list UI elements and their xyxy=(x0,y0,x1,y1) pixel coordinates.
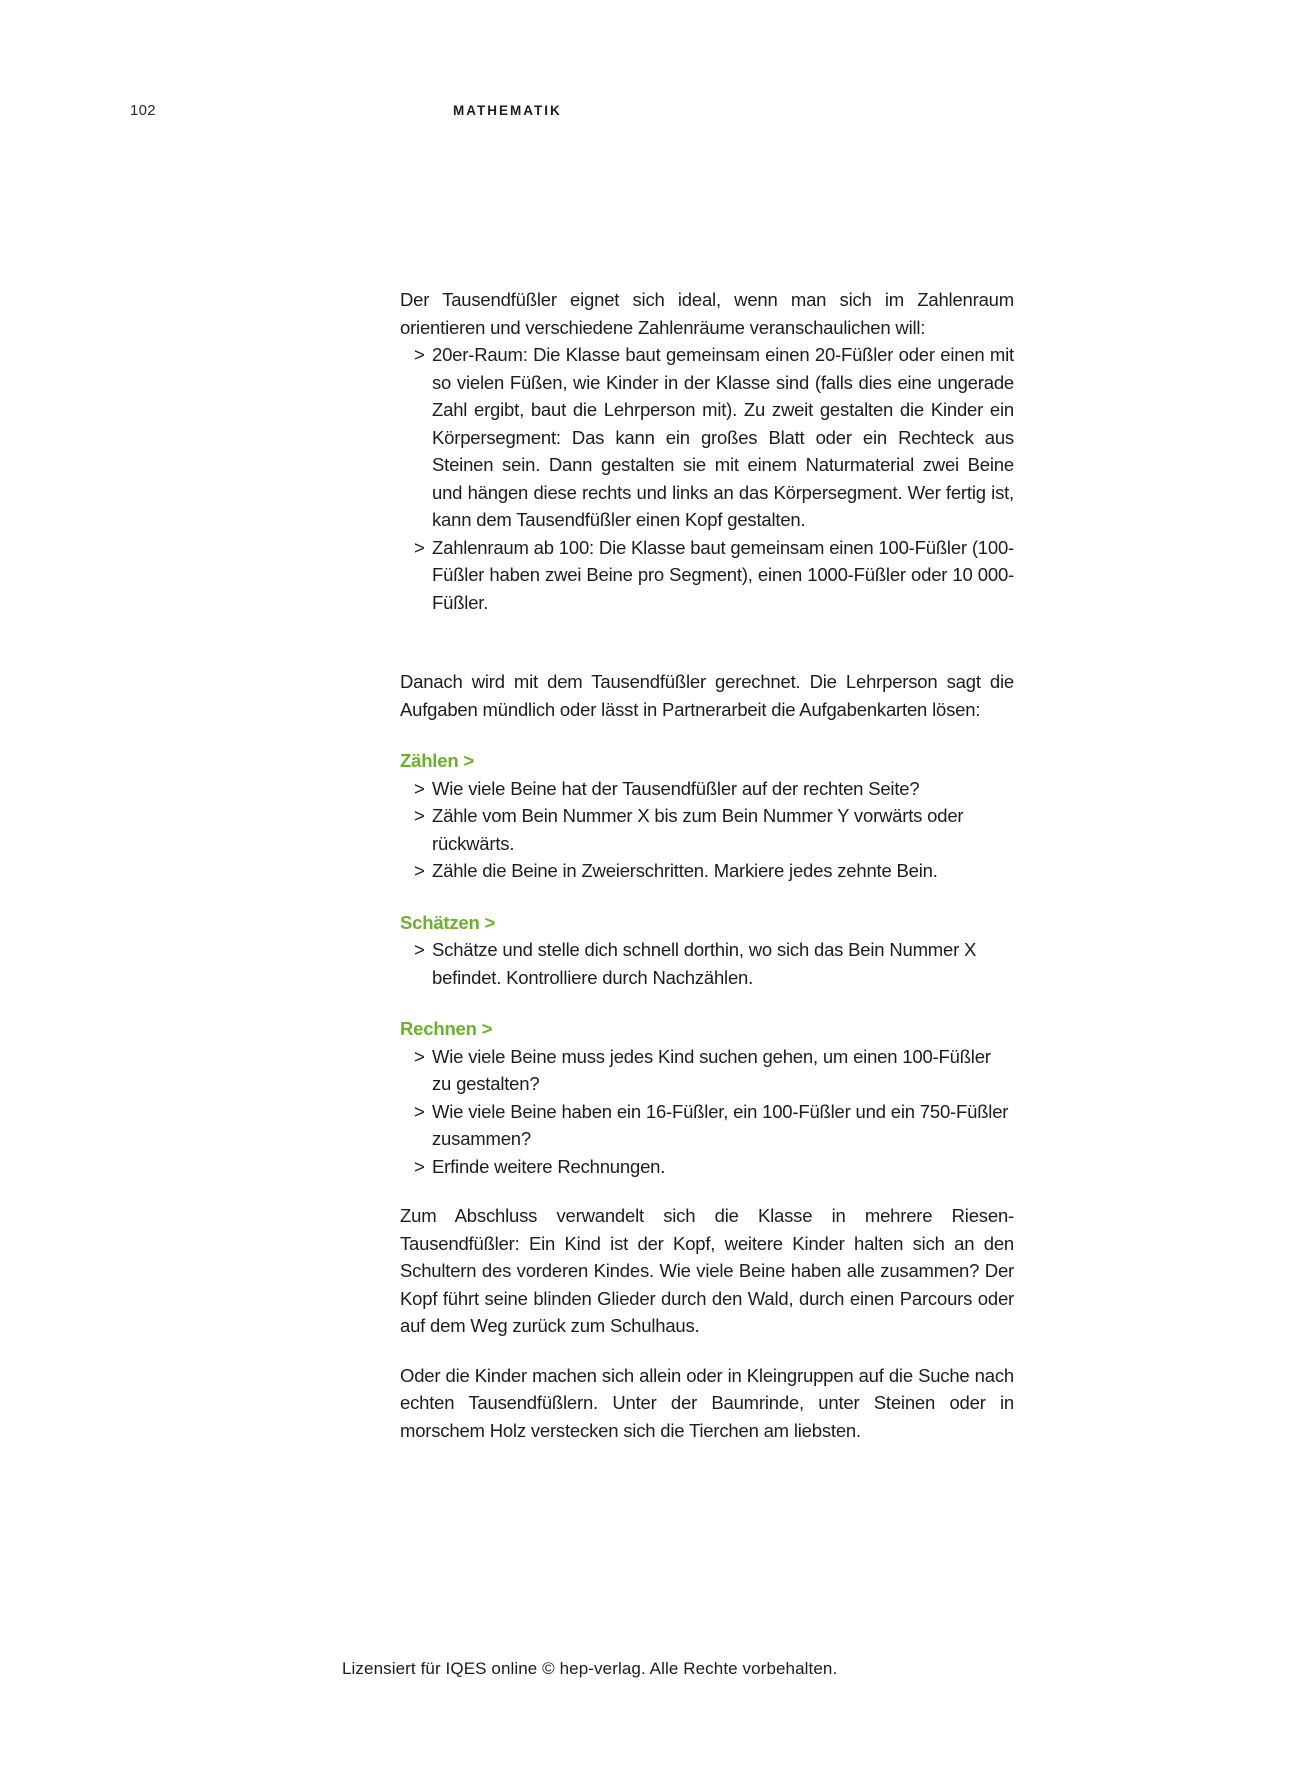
closing-paragraph-1: Zum Abschluss verwandelt sich die Klasse in mehrere Riesen-Tausendfüßler: Ein Kind ist der Kopf, weitere Kinder halten sich an den Schultern des vorderen Kindes. Wie viele Beine haben alle zusammen? Der Kopf führt seine blinden Glieder durch den Wald, durch einen Parcours oder auf dem Weg zurück zum Schulhaus. xyxy=(400,1205,1014,1336)
list-item-text: Schätze und stelle dich schnell dorthin, wo sich das Bein Nummer X befindet. Kontrolliere durch Nachzählen. xyxy=(432,939,977,988)
list-item-text: Zahlenraum ab 100: Die Klasse baut gemeinsam einen 100-Füßler (100-Füßler haben zwei Beine pro Segment), einen 1000-Füßler oder 10 000-Füßler. xyxy=(432,536,1015,613)
running-header: MATHEMATIK xyxy=(453,103,562,118)
section-title-zaehlen: Zählen > xyxy=(400,750,474,771)
list-item-text: Zähle vom Bein Nummer X bis zum Bein Nummer Y vorwärts oder rückwärts. xyxy=(432,805,964,854)
list-item-text: 20er-Raum: Die Klasse baut gemeinsam einen 20-Füßler oder einen mit so vielen Füßen, wie Kinder in der Klasse sind (falls dies eine ungerade Zahl ergibt, baut die Lehrperson mit). Zu zweit gestalten die Kinder ein Körpersegment: Das kann ein großes Blatt oder ein Rechteck aus Steinen sein. Dann gestalten sie mit einem Naturmaterial zwei Beine und hängen diese rechts und links an das Körpersegment. Wer fertig ist, kann dem Tausendfüßler einen Kopf gestalten. xyxy=(432,344,1014,530)
bullet-marker: > xyxy=(414,860,425,881)
bullet-marker: > xyxy=(414,536,425,558)
list-item xyxy=(400,936,1014,991)
list-item-text: Wie viele Beine haben ein 16-Füßler, ein 100-Füßler und ein 750-Füßler zusammen? xyxy=(432,1100,1009,1149)
bullet-marker: > xyxy=(414,777,425,799)
list-item-text: Zähle die Beine in Zweierschritten. Markiere jedes zehnte Bein. xyxy=(432,860,938,881)
section-zaehlen xyxy=(400,747,1014,885)
intro-paragraph: Der Tausendfüßler eignet sich ideal, wenn man sich im Zahlenraum orientieren und verschiedene Zahlenräume veranschaulichen will: xyxy=(400,289,1014,338)
section-title-rechnen: Rechnen > xyxy=(400,1018,493,1039)
page-content xyxy=(400,286,1014,1444)
zaehlen-list xyxy=(400,775,1014,885)
list-item xyxy=(400,1153,1014,1181)
bullet-marker: > xyxy=(414,939,425,960)
list-item xyxy=(400,775,1014,803)
rechnen-list xyxy=(400,1043,1014,1181)
list-item-text: Wie viele Beine muss jedes Kind suchen gehen, um einen 100-Füßler zu gestalten? xyxy=(432,1045,991,1094)
list-item xyxy=(400,1098,1014,1153)
schaetzen-list xyxy=(400,936,1014,991)
bullet-marker: > xyxy=(414,1155,425,1177)
list-item xyxy=(400,802,1014,857)
bullet-marker: > xyxy=(414,1045,425,1067)
bullet-marker: > xyxy=(414,1100,425,1122)
section-rechnen xyxy=(400,1015,1014,1180)
bullet-marker: > xyxy=(414,805,425,826)
bullet-marker: > xyxy=(414,344,425,365)
list-item xyxy=(400,534,1014,617)
list-item xyxy=(400,1043,1014,1098)
section-title-schaetzen: Schätzen > xyxy=(400,911,496,933)
closing-paragraph-2: Oder die Kinder machen sich allein oder in Kleingruppen auf die Suche nach echten Tausendfüßlern. Unter der Baumrinde, unter Steinen oder in morschem Holz verstecken sich die Tierchen am liebsten. xyxy=(400,1364,1014,1441)
page-number: 102 xyxy=(130,102,156,119)
intro-list xyxy=(400,341,1014,616)
section-schaetzen xyxy=(400,909,1014,992)
list-item xyxy=(400,857,1014,885)
list-item xyxy=(400,341,1014,534)
list-item-text: Wie viele Beine hat der Tausendfüßler auf der rechten Seite? xyxy=(432,777,920,799)
license-note: Lizensiert für IQES online © hep-verlag. Alle Rechte vorbehalten. xyxy=(342,1659,838,1678)
tasks-intro-paragraph: Danach wird mit dem Tausendfüßler gerechnet. Die Lehrperson sagt die Aufgaben mündlich oder lässt in Partnerarbeit die Aufgabenkarten lösen: xyxy=(400,671,1014,720)
list-item-text: Erfinde weitere Rechnungen. xyxy=(432,1155,666,1177)
